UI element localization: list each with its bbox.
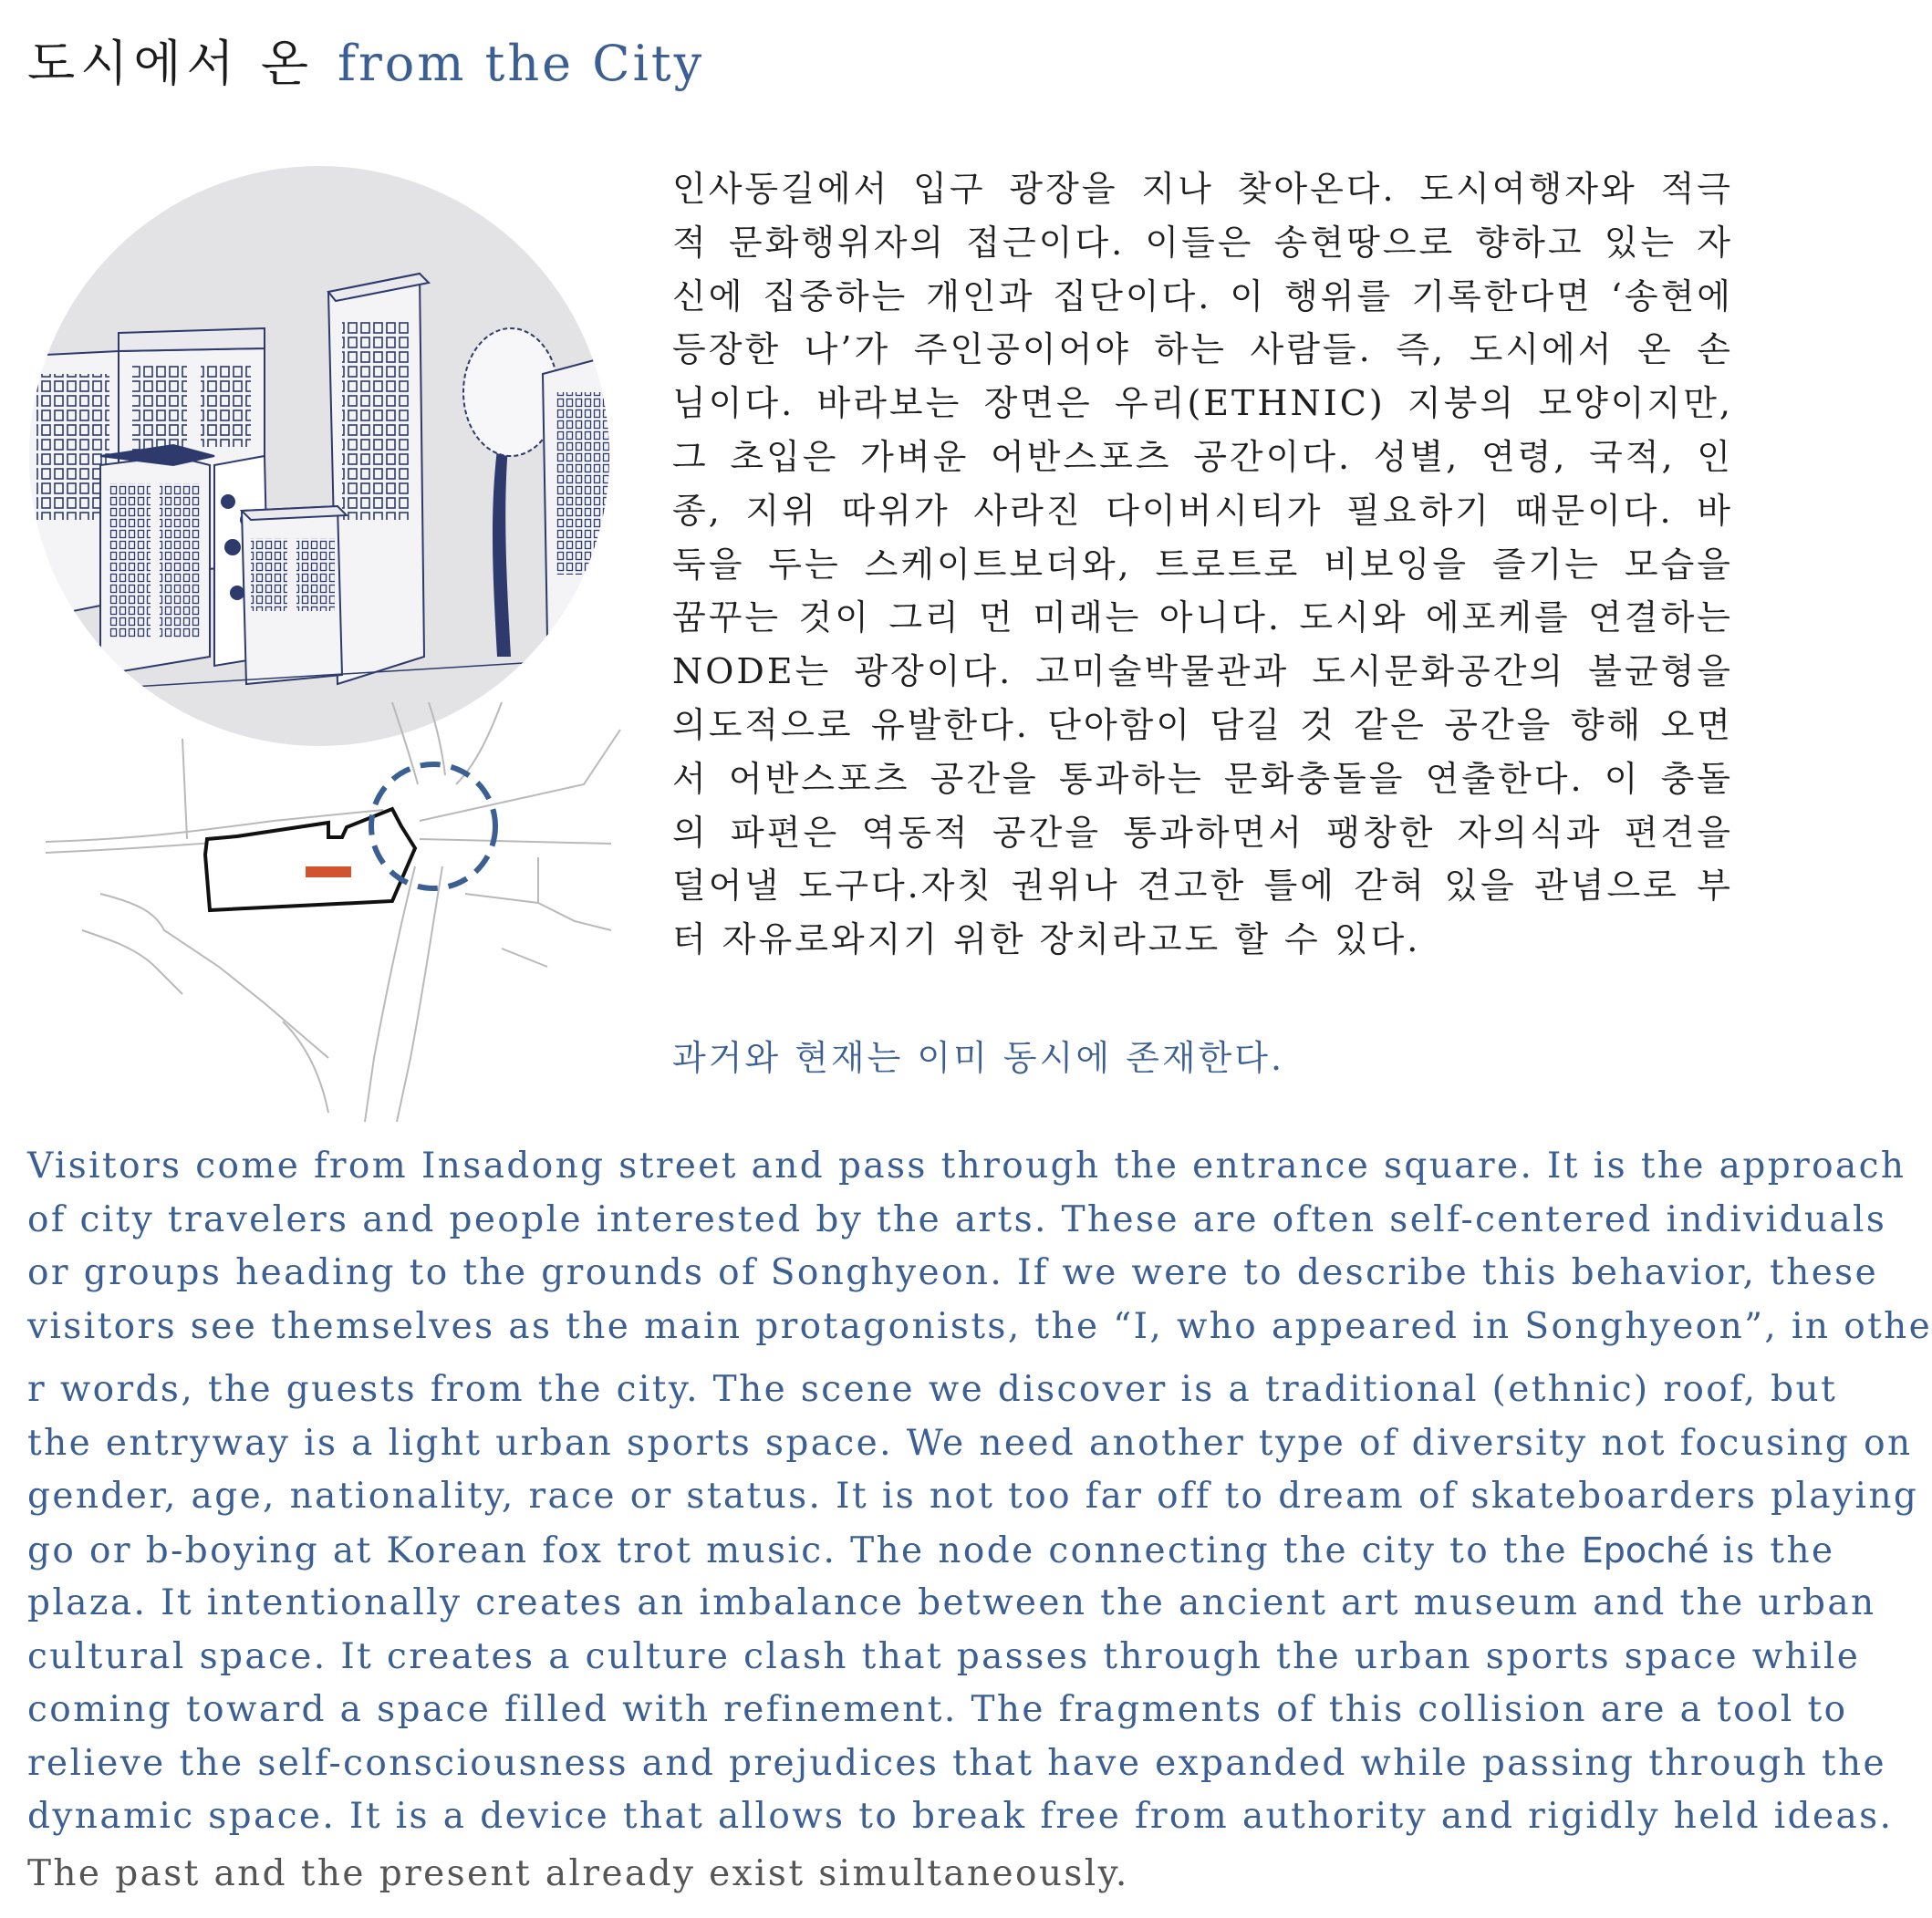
building-right bbox=[543, 356, 629, 638]
english-line: gender, age, nationality, race or status. It is not too far off to dream of skateboarders playing bbox=[27, 1476, 1919, 1517]
korean-line: 둑을 두는 스케이트보더와, 트로트로 비보잉을 즐기는 모습을 bbox=[672, 544, 1733, 585]
english-line-epoche bbox=[27, 1524, 1835, 1578]
korean-line: 인사동길에서 입구 광장을 지나 찾아온다. 도시여행자와 적극 bbox=[672, 169, 1733, 209]
city-sketch-circle bbox=[27, 166, 629, 746]
epoche-term: Epoché bbox=[1581, 1529, 1709, 1571]
site-map bbox=[46, 702, 620, 1122]
korean-line: 그 초입은 가벼운 어반스포츠 공간이다. 성별, 연령, 국적, 인 bbox=[672, 436, 1733, 477]
korean-line: 꿈꾸는 것이 그리 먼 미래는 아니다. 도시와 에포케를 연결하는 bbox=[672, 597, 1733, 638]
site-illustration bbox=[27, 146, 629, 1131]
english-line: the entryway is a light urban sports space. We need another type of diversity not focusing on bbox=[27, 1422, 1913, 1464]
english-line: cultural space. It creates a culture clash that passes through the urban sports space while bbox=[27, 1635, 1861, 1677]
english-line-part: go or b-boying at Korean fox trot music. The node connecting the city to the bbox=[27, 1529, 1568, 1571]
korean-line: 덜어낼 도구다.자칫 권위나 견고한 틀에 갇혀 있을 관념으로 부 bbox=[672, 866, 1733, 907]
title-korean: 도시에서 온 bbox=[27, 35, 314, 92]
english-line: relieve the self-consciousness and prejudices that have expanded while passing through the bbox=[27, 1742, 1887, 1784]
english-line: Visitors come from Insadong street and pass through the entrance square. It is the approach bbox=[27, 1146, 1906, 1187]
site-highlight bbox=[306, 866, 351, 877]
korean-summary: 과거와 현재는 이미 동시에 존재한다. bbox=[672, 1038, 1285, 1078]
english-summary: The past and the present already exist simultaneously. bbox=[27, 1853, 1129, 1894]
english-line: r words, the guests from the city. The scene we discover is a traditional (ethnic) roof, but bbox=[27, 1369, 1838, 1410]
english-line-part: is the bbox=[1722, 1529, 1835, 1571]
building-front-left bbox=[100, 445, 214, 675]
korean-line: 의도적으로 유발한다. 단아함이 담길 것 같은 공간을 향해 오면 bbox=[672, 704, 1733, 745]
english-line: plaza. It intentionally creates an imbalance between the ancient art museum and the urban bbox=[27, 1582, 1876, 1623]
building-tower bbox=[328, 274, 429, 684]
korean-line: 등장한 나’가 주인공이어야 하는 사람들. 즉, 도시에서 온 손 bbox=[672, 329, 1733, 370]
english-line: of city travelers and people interested by the arts. These are often self-centered individuals bbox=[27, 1198, 1887, 1240]
title-english: from the City bbox=[338, 35, 705, 92]
page-title bbox=[27, 26, 704, 102]
korean-paragraph bbox=[672, 162, 1733, 967]
korean-line: 님이다. 바라보는 장면은 우리(ETHNIC) 지붕의 모양이지만, bbox=[672, 383, 1733, 424]
english-line: or groups heading to the grounds of Songhyeon. If we were to describe this behavior, these bbox=[27, 1252, 1879, 1293]
korean-line: 터 자유로와지기 위한 장치라고도 할 수 있다. bbox=[672, 919, 1421, 960]
building-low bbox=[242, 506, 347, 684]
korean-line: 신에 집중하는 개인과 집단이다. 이 행위를 기록한다면 ‘송현에 bbox=[672, 275, 1733, 316]
korean-line: 적 문화행위자의 접근이다. 이들은 송현땅으로 향하고 있는 자 bbox=[672, 222, 1733, 263]
korean-line: NODE는 광장이다. 고미술박물관과 도시문화공간의 불균형을 bbox=[672, 651, 1733, 692]
english-line: coming toward a space filled with refinement. The fragments of this collision are a tool to bbox=[27, 1689, 1848, 1730]
korean-line: 서 어반스포츠 공간을 통과하는 문화충돌을 연출한다. 이 충돌 bbox=[672, 758, 1733, 799]
english-line: visitors see themselves as the main protagonists, the “I, who appeared in Songhyeon”, in othe bbox=[27, 1305, 1932, 1347]
korean-line: 종, 지위 따위가 사라진 다이버시티가 필요하기 때문이다. 바 bbox=[672, 490, 1733, 531]
korean-line: 의 파편은 역동적 공간을 통과하면서 팽창한 자의식과 편견을 bbox=[672, 812, 1733, 853]
english-line: dynamic space. It is a device that allows to break free from authority and rigidly held ideas. bbox=[27, 1796, 1894, 1837]
english-paragraph bbox=[27, 1140, 1932, 1844]
